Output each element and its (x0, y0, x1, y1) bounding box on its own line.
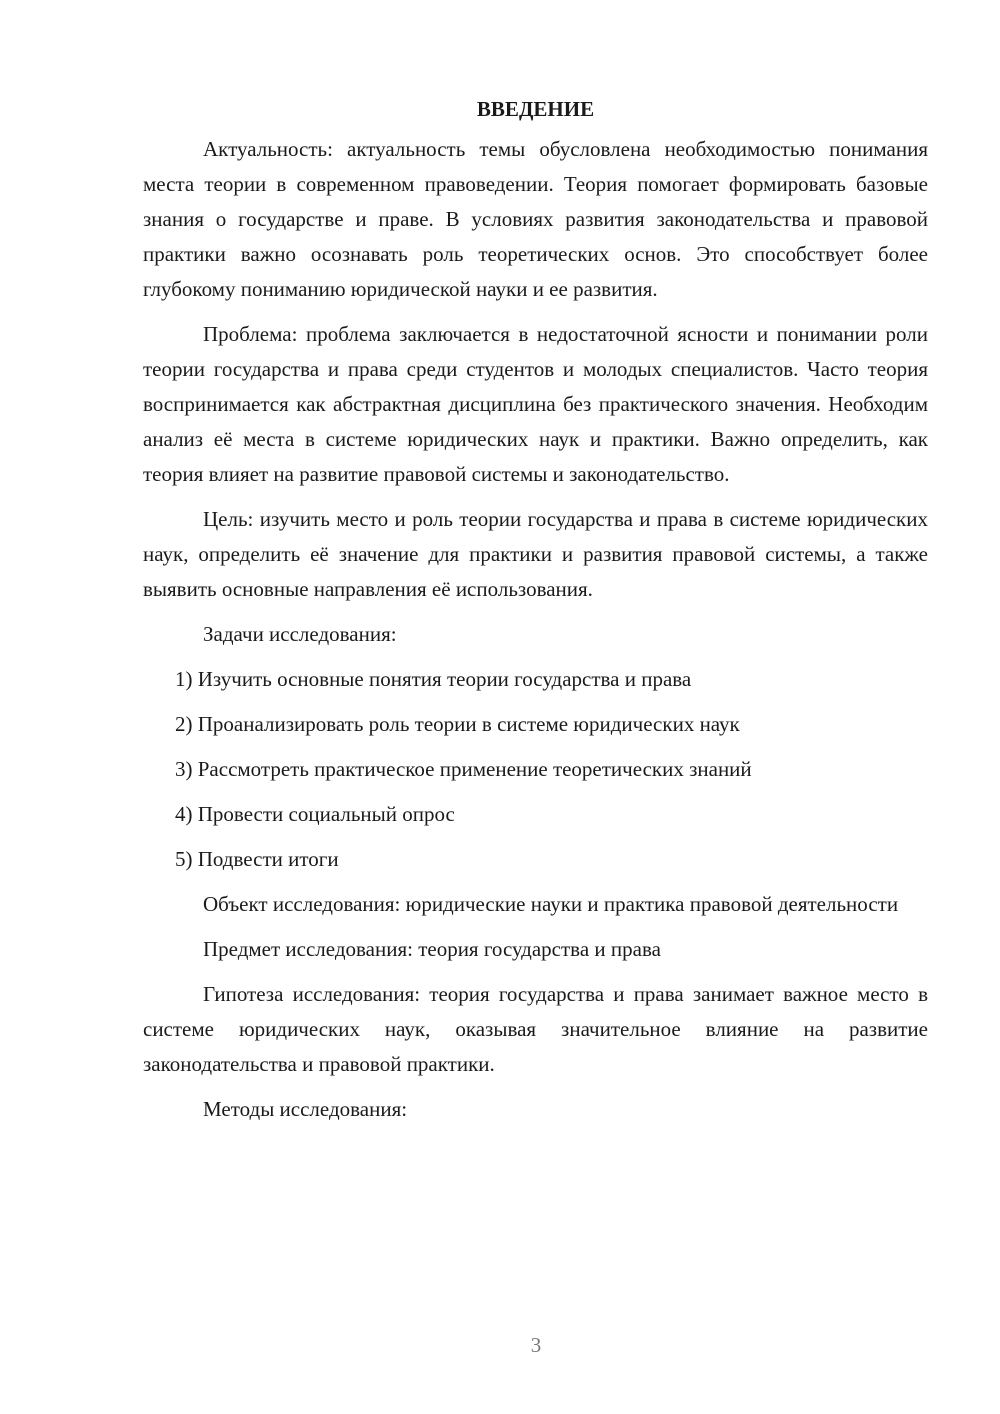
paragraph-methods: Методы исследования: (203, 1097, 408, 1121)
paragraph-goal: Цель: изучить место и роль теории государства и права в системе юридических наук, определить её значение для практики и развития правовой системы, а также выявить основные направления её использования. (143, 507, 928, 601)
page-content (143, 92, 928, 1137)
list-item: 2) Проанализировать роль теории в системе юридических наук (175, 712, 740, 736)
paragraph-relevance: Актуальность: актуальность темы обусловлена необходимостью понимания места теории в современном правоведении. Теория помогает формировать базовые знания о государстве и праве. В условиях развития законодательства и правовой практики важно осознавать роль теоретических основ. Это способствует более глубокому пониманию юридической науки и ее развития. (143, 137, 928, 301)
section-heading: ВВЕДЕНИЕ (476, 97, 595, 121)
paragraph-tasks-intro: Задачи исследования: (203, 622, 397, 646)
list-item: 3) Рассмотреть практическое применение теоретических знаний (175, 757, 752, 781)
page-number: 3 (530, 1333, 542, 1357)
paragraph-hypothesis: Гипотеза исследования: теория государства и права занимает важное место в системе юридических наук, оказывая значительное влияние на развитие законодательства и правовой практики. (143, 982, 928, 1076)
list-item: 5) Подвести итоги (175, 847, 339, 871)
paragraph-object: Объект исследования: юридические науки и практика правовой деятельности (203, 892, 899, 916)
list-item: 1) Изучить основные понятия теории государства и права (175, 667, 692, 691)
paragraph-problem: Проблема: проблема заключается в недостаточной ясности и понимании роли теории государства и права среди студентов и молодых специалистов. Часто теория воспринимается как абстрактная дисциплина без практического значения. Необходим анализ её места в системе юридических наук и практики. Важно определить, как теория влияет на развитие правовой системы и законодательство. (143, 322, 928, 486)
task-list (143, 662, 928, 877)
paragraph-subject: Предмет исследования: теория государства и права (203, 937, 661, 961)
list-item: 4) Провести социальный опрос (175, 802, 455, 826)
